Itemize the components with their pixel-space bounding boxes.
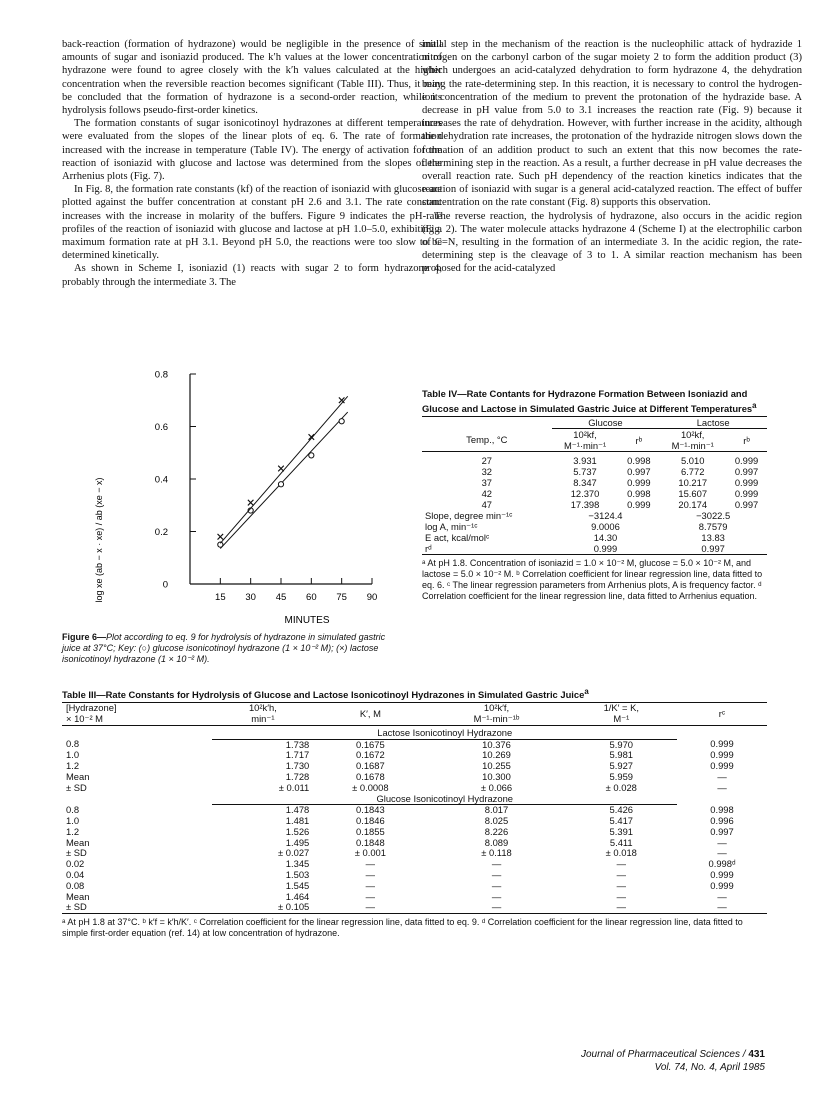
journal-footer (540, 1048, 765, 1074)
right-text-column (422, 38, 802, 276)
paragraph: back-reaction (formation of hydrazone) would be negligible in the presence of small amounts of sugar and isoniazid produced. The k′h values at the lower concentration of hydrazone were found to agree closely with the k′h values calculated at the higher concentration when the reversible reaction becomes significant (Table III). Thus, it may be concluded that the formation of hydrazone is a second-order reaction, while its hydrolysis follows pseudo-first-order kinetics. (62, 39, 442, 117)
paragraph: The reverse reaction, the hydrolysis of hydrazone, also occurs in the acidic region (Fig. 2). The water molecule attacks hydrazone 4 (Scheme I) at the electrophilic carbon of C=N, resulting in the formation of an intermediate 3. In the acidic region, the rate-determining step is the cleavage of 3 to 1. A similar reaction mechanism has been proposed for the acid-catalyzed (422, 210, 802, 275)
lactose-rows (62, 739, 767, 793)
table-cell: 1.495 (285, 836, 310, 848)
table-cell: 0.999 (710, 869, 734, 881)
header-r: rᵇ (635, 434, 643, 446)
section-lactose: Lactose Isonicotinoyl Hydrazone (212, 728, 677, 739)
table-cell: 0.8 (66, 738, 80, 750)
table-4-grid (422, 416, 767, 556)
x-tick-label: 60 (306, 592, 317, 603)
table-cell: 1.717 (285, 749, 310, 761)
table-cell: 0.997 (710, 825, 734, 837)
table-cell: 0.997 (734, 499, 759, 511)
table-row (422, 488, 767, 499)
table-row (62, 881, 767, 892)
table-cell: 5.426 (609, 804, 633, 816)
journal-volume: Vol. 74, No. 4, April 1985 (654, 1062, 765, 1073)
header-cell: rᶜ (718, 707, 726, 719)
table-cell: 13.83 (701, 532, 725, 544)
paragraph: The formation constants of sugar isonicotinoyl hydrazones at different temperatures were evaluated from the slopes of the linear plots of eq. 6. The rate of formation increased with the increase in temperature (Table IV). The energy of activation for the reaction of isoniazid with glucose and lactose was determined from the slopes of the Arrhenius plots (Fig. 7). (62, 118, 442, 183)
table-cell: 10.300 (482, 770, 511, 782)
table-row (422, 455, 767, 466)
table-cell: — (491, 901, 502, 913)
table-4-title: Table IV—Rate Contants for Hydrazone Formation Between Isoniazid and Glucose and Lactose in Simulated Gastric Juice at Different Temperatures$^a$ (422, 388, 757, 414)
table-cell: 1.481 (285, 815, 310, 827)
x-tick-label: 90 (366, 592, 378, 603)
table-cell: 0.999 (710, 738, 734, 750)
table-cell: 0.1855 (356, 825, 385, 837)
table-cell: −3124.4 (588, 510, 623, 522)
header-cell: [Hydrazone] × 10⁻² M (66, 702, 117, 724)
table-row (422, 543, 767, 555)
table-cell: 1.728 (285, 770, 310, 782)
table-cell: 0.998 (710, 804, 734, 816)
table-cell: ± 0.028 (605, 781, 637, 793)
table-cell: — (365, 901, 376, 913)
y-tick-label: 0.4 (154, 474, 168, 486)
x-tick-label: 45 (275, 592, 287, 603)
table-cell: ± 0.011 (278, 781, 310, 793)
header-cell: K′, M (359, 707, 381, 719)
table-cell: 1.464 (285, 890, 310, 902)
regression-line (220, 396, 347, 543)
table-row (62, 870, 767, 881)
table-cell: 10.376 (482, 738, 511, 750)
table-cell: 47 (481, 499, 493, 511)
table-cell: 0.8 (66, 804, 80, 816)
table-cell: 0.1687 (356, 760, 385, 772)
header-cell: 10²k′f, M⁻¹·min⁻¹ᵇ (473, 702, 520, 724)
table-row (62, 816, 767, 827)
table-cell: 0.999 (627, 499, 651, 511)
caption-label: Figure 6— (62, 632, 107, 642)
table-row (422, 499, 767, 510)
table-cell: 10.217 (678, 477, 708, 489)
table-3-title: Table III—Rate Constants for Hydrolysis of Glucose and Lactose Isonicotinoyl Hydrazones in Simulated Gastric Juice$^a$ (62, 687, 589, 701)
table-3 (62, 686, 767, 939)
section-glucose: Glucose Isonicotinoyl Hydrazone (212, 794, 677, 805)
table-cell: 0.1672 (356, 749, 385, 761)
table-cell: — (717, 836, 727, 848)
table-cell: 1.345 (285, 858, 310, 870)
table-cell: ± 0.105 (278, 901, 310, 913)
table-cell: 0.1843 (356, 804, 385, 816)
data-point-cross (218, 534, 224, 540)
table-cell: 6.772 (680, 466, 705, 478)
table-cell: 0.999 (593, 543, 618, 555)
table-cell: — (365, 879, 376, 891)
table-cell: 0.02 (66, 858, 85, 870)
table-cell: 5.737 (573, 466, 597, 478)
table-cell: — (491, 869, 502, 881)
table-cell: — (717, 847, 727, 859)
table-cell: 0.999 (710, 749, 734, 761)
glucose-rows (62, 805, 767, 859)
table-cell: 0.997 (627, 466, 651, 478)
table-cell: 0.08 (66, 879, 85, 891)
data-point-circle (339, 419, 344, 424)
data-point-cross (248, 500, 254, 506)
table-4 (422, 388, 767, 602)
table-cell: Slope, degree min⁻¹ᶜ (425, 510, 513, 522)
table-cell: — (717, 890, 727, 902)
table-cell: 15.607 (678, 488, 708, 500)
table-4-rows (422, 455, 767, 510)
table-cell: 27 (481, 455, 493, 467)
table-cell: — (717, 901, 727, 913)
table-4-footnote: ᵃ At pH 1.8. Concentration of isoniazid = 1.0 × 10⁻² M, glucose = 5.0 × 10⁻² M, and lactose = 5.0 × 10⁻² M. ᵇ Correlation coefficient for linear regression line, data fitted to eq. 6. ᶜ The linear regression parameters from Arrhenius plots, A is frequency factor. ᵈ Correlation coefficient for the linear regression line, data fitted to Arrhenius equation. (422, 558, 763, 602)
table-cell: — (365, 858, 376, 870)
header-k: 10²kf, M⁻¹·min⁻¹ (563, 429, 607, 452)
table-row (62, 739, 767, 750)
table-cell: — (491, 879, 502, 891)
table-cell: 3.931 (573, 455, 597, 467)
header-r: rᵇ (743, 434, 750, 446)
y-tick-label: 0.8 (154, 369, 168, 381)
table-cell: Mean (66, 890, 90, 902)
low-concentration-rows (62, 859, 767, 913)
left-text-column (62, 38, 442, 289)
table-cell: 5.970 (609, 738, 633, 750)
table-row (422, 510, 767, 521)
y-tick-label: 0.6 (154, 422, 168, 433)
table-cell: 8.226 (484, 825, 509, 837)
table-3-grid (62, 702, 767, 915)
table-row (62, 838, 767, 849)
paragraph: initial step in the mechanism of the reaction is the nucleophilic attack of hydrazide 1 nitrogen on the carbonyl carbon of the sugar moiety 2 to form the addition product (3) which undergoes an acid-catalyzed dehydration to form hydrazone 4, the dehydration being the rate-determining step. In this reaction, it is necessary to control the hydrogen-ion concentration of the medium to prevent the protonation of the hydrazide base. A decrease in pH value from 5.0 to 3.1 increases the reaction rate (Fig. 9) because it increases the rate of dehydration. However, with further increase in the acidity, although the dehydration rate increases, the protonation of the hydrazide nitrogen slows down the formation of an addition product to such an extent that this now becomes the rate-determining step in the reaction. As a result, a further decrease in pH value decreases the overall reaction rate. Such pH dependency of the reaction kinetics indicates that the reaction of isoniazid with sugar is a general acid-catalyzed reaction. The effect of buffer concentration on the rate constant (Fig. 8) supports this observation. (422, 39, 802, 209)
table-row (62, 805, 767, 816)
table-cell: 0.999 (627, 477, 651, 489)
table-4-summary (422, 510, 767, 555)
header-lactose: Lactose (659, 417, 767, 429)
paragraph: As shown in Scheme I, isoniazid (1) reacts with sugar 2 to form hydrazone 4, probably through the intermediate 3. The (62, 263, 442, 288)
table-cell: ± 0.0008 (352, 781, 389, 793)
table-row (62, 761, 767, 772)
table-cell: — (491, 890, 502, 902)
table-cell: 0.999 (710, 760, 734, 772)
table-cell: ± 0.027 (278, 847, 310, 859)
data-point-cross (278, 466, 284, 472)
table-cell: 5.417 (609, 815, 633, 827)
table-cell: 8.089 (484, 836, 509, 848)
table-cell: 1.526 (285, 825, 310, 837)
x-axis-label: MINUTES (284, 615, 330, 626)
table-row (422, 521, 767, 532)
table-cell: 0.998 (627, 455, 651, 467)
table-row (62, 783, 767, 794)
table-cell: −3022.5 (696, 510, 731, 522)
table-cell: ± 0.118 (481, 847, 512, 859)
table-cell: 0.996 (710, 815, 734, 827)
table-cell: ± SD (66, 781, 87, 793)
table-cell: 0.999 (734, 477, 759, 489)
table-cell: 0.1675 (356, 738, 385, 750)
table-cell: — (616, 890, 626, 902)
table-cell: 5.010 (680, 455, 705, 467)
table-cell: 0.998ᵈ (708, 858, 736, 870)
table-cell: — (616, 869, 626, 881)
table-cell: ± SD (66, 847, 87, 859)
table-cell: 10.269 (482, 749, 511, 761)
paragraph: In Fig. 8, the formation rate constants (kf) of the reaction of isoniazid with glucose are plotted against the buffer concentration at constant pH 2.6 and 3.1. The rate constant increases with the increase in molarity of the buffers. Figure 9 indicates the pH-rate profiles of the reaction of isoniazid with glucose and lactose at pH 1.0–5.0, exhibiting a maximum formation rate at pH 3.1. Beyond pH 5.0, the reactions were too slow to be determined kinetically. (62, 184, 442, 262)
table-cell: — (365, 890, 376, 902)
data-point-circle (309, 453, 314, 458)
page-number: 431 (748, 1049, 765, 1060)
table-cell: 0.1846 (356, 815, 385, 827)
table-row (62, 848, 767, 859)
table-cell: 37 (481, 477, 493, 489)
table-cell: ± 0.001 (354, 847, 386, 859)
table-cell: 1.730 (285, 760, 310, 772)
table-row (422, 477, 767, 488)
table-cell: 1.0 (66, 815, 80, 827)
table-cell: ± SD (66, 901, 87, 913)
table-cell: 0.999 (710, 879, 734, 891)
table-row (62, 859, 767, 870)
header-cell: 1/K′ = K, M⁻¹ (603, 702, 639, 724)
table-cell: 0.1678 (356, 770, 385, 782)
header-cell: 10²k′h, min⁻¹ (248, 702, 277, 724)
header-k: 10²kf, M⁻¹·min⁻¹ (671, 429, 714, 452)
table-cell: 0.1848 (356, 836, 385, 848)
table-cell: Mean (66, 770, 90, 782)
caption-text: Plot according to eq. 9 for hydrolysis of hydrazone in simulated gastric juice at 37°C; Key: (○) glucose isonicotinoyl hydrazone (1 × 10⁻² M); (×) lactose isonicotinoyl hydrazone (1 × 10⁻² M). (62, 632, 386, 664)
table-cell: 10.255 (482, 760, 511, 772)
table-cell: 0.999 (734, 488, 759, 500)
table-cell: — (616, 858, 626, 870)
table-row (62, 902, 767, 913)
table-row (422, 532, 767, 543)
regression-line (220, 412, 347, 549)
table-cell: — (616, 879, 626, 891)
table-cell: 42 (481, 488, 493, 500)
table-cell: 12.370 (570, 488, 600, 500)
table-cell: — (717, 770, 727, 782)
table-cell: 1.2 (66, 825, 80, 837)
table-row (62, 772, 767, 783)
table-cell: — (491, 858, 502, 870)
table-cell: 1.545 (285, 879, 310, 891)
table-3-footnote: ᵃ At pH 1.8 at 37°C. ᵇ k′f = k′h/K′. ᶜ Correlation coefficient for the linear regression line, data fitted to eq. 9. ᵈ Correlation coefficient for the linear regression line, data fitted to simple first-order equation (ref. 14) at low concentration of hydrazone. (62, 917, 743, 939)
header-cell (422, 417, 552, 429)
table-cell: 1.503 (285, 869, 310, 881)
table-cell: 8.017 (484, 804, 509, 816)
figure-6-caption (62, 632, 392, 665)
table-row (422, 466, 767, 477)
table-cell: 5.981 (609, 749, 633, 761)
table-cell: 1.2 (66, 760, 80, 772)
header-temp: Temp., °C (466, 434, 508, 446)
y-tick-label: 0.2 (154, 527, 168, 538)
table-row (62, 892, 767, 903)
table-cell: 8.347 (573, 477, 597, 489)
table-cell: E act, kcal/molᶜ (425, 532, 490, 544)
table-cell: 17.398 (570, 499, 600, 511)
table-cell: 20.174 (678, 499, 708, 511)
table-cell: 5.959 (609, 770, 633, 782)
figure-6-plot (62, 360, 402, 630)
table-cell: 0.999 (734, 455, 759, 467)
header-glucose: Glucose (552, 417, 660, 429)
table-cell: — (717, 781, 727, 793)
table-cell: ± 0.018 (605, 847, 637, 859)
table-cell: — (616, 901, 626, 913)
data-point-circle (278, 482, 283, 487)
table-cell: 0.04 (66, 869, 85, 881)
x-tick-label: 75 (336, 592, 347, 603)
table-cell: 5.391 (609, 825, 633, 837)
table-cell: 0.998 (627, 488, 651, 500)
table-cell: rᵈ (425, 543, 432, 555)
separator: / (742, 1049, 746, 1060)
table-cell: Mean (66, 836, 90, 848)
journal-name: Journal of Pharmaceutical Sciences (580, 1049, 740, 1060)
table-row (62, 827, 767, 838)
table-cell: 0.997 (734, 466, 759, 478)
table-cell: 8.7579 (698, 521, 728, 533)
table-cell: 1.0 (66, 749, 80, 761)
table-cell: 14.30 (593, 532, 618, 544)
table-cell: 9.0006 (591, 521, 620, 533)
table-cell: — (365, 869, 376, 881)
table-cell: 32 (481, 466, 493, 478)
y-axis-label: log xe (ab − x · xe) / ab (xe − x) (94, 477, 104, 603)
table-cell: log A, min⁻¹ᶜ (425, 521, 478, 533)
table-cell: 8.025 (484, 815, 509, 827)
data-point-cross (339, 397, 345, 403)
y-tick-label: 0 (162, 579, 168, 591)
x-tick-label: 15 (215, 592, 226, 603)
table-cell: 1.478 (285, 804, 310, 816)
plot-area (155, 370, 378, 604)
table-row (62, 750, 767, 761)
x-tick-label: 30 (245, 592, 256, 603)
table-cell: 5.411 (609, 836, 633, 848)
table-cell: 0.997 (701, 543, 725, 555)
table-cell: 5.927 (609, 760, 633, 772)
table-3-header (62, 703, 767, 726)
table-cell: ± 0.066 (480, 781, 513, 793)
table-cell: 1.738 (285, 738, 310, 750)
